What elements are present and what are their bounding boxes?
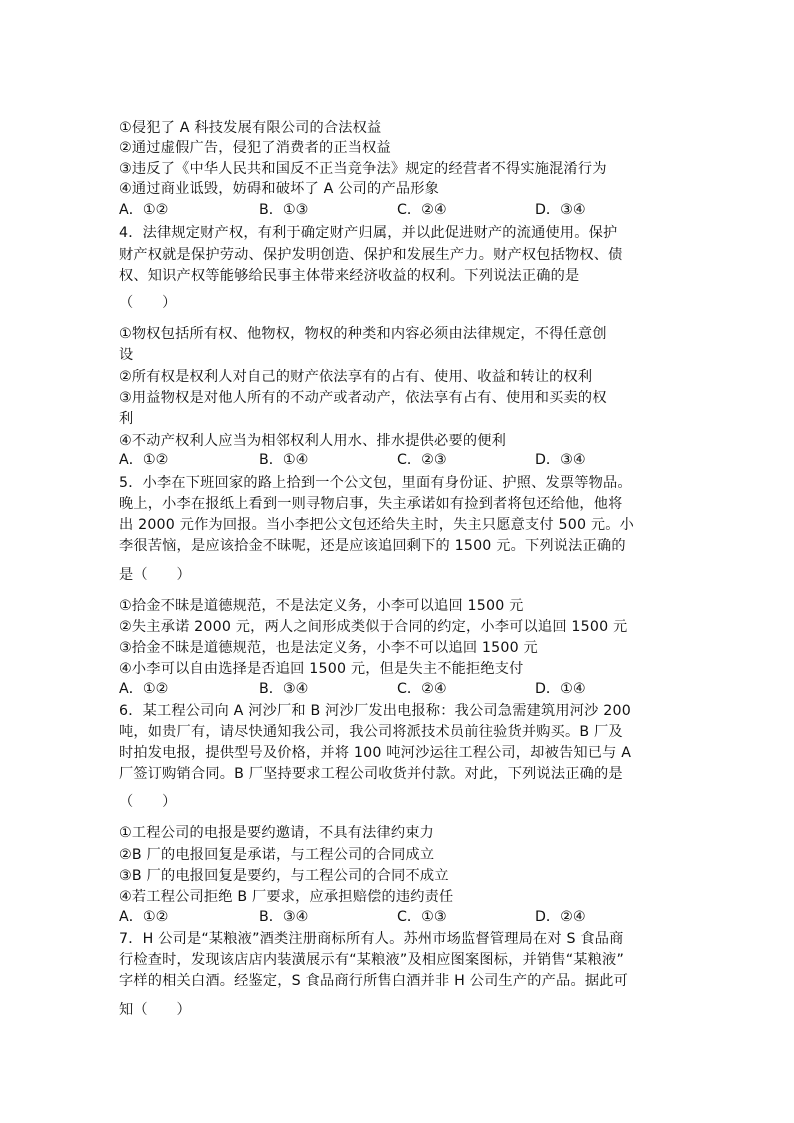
q3-statement-4: ④通过商业诋毁，妨碍和破坏了 A 公司的产品形象 — [119, 181, 439, 197]
q6-statement-1: ①工程公司的电报是要约邀请，不具有法律约束力 — [119, 825, 435, 841]
q6-statement-3: ③B 厂的电报回复是要约，与工程公司的合同不成立 — [119, 868, 449, 884]
q3-option-b: B．①③ — [259, 202, 309, 218]
q7-stem-line-2: 行检查时，发现该店店内装潢展示有“某粮液”及相应图案图标，并销售“某粮液” — [119, 952, 624, 968]
q5-statement-1: ①拾金不昧是道德规范，不是法定义务，小李可以追回 1500 元 — [119, 598, 524, 614]
q4-stem-line-2: 财产权就是保护劳动、保护发明创造、保护和发展生产力。财产权包括物权、债 — [119, 247, 623, 263]
q6-stem-line-1: 6．某工程公司向 A 河沙厂和 B 河沙厂发出电报称：我公司急需建筑用河沙 200 — [119, 703, 631, 719]
q4-statement-3a: ③用益物权是对他人所有的不动产或者动产，依法享有占有、使用和买卖的权 — [119, 390, 607, 406]
q4-stem-line-1: 4．法律规定财产权，有利于确定财产归属，并以此促进财产的流通使用。保护 — [119, 225, 618, 241]
q4-statement-1a: ①物权包括所有权、他物权，物权的种类和内容必须由法律规定，不得任意创 — [119, 326, 607, 342]
q6-stem-line-2: 吨，如贵厂有，请尽快通知我公司，我公司将派技术员前往验货并购买。B 厂及 — [119, 724, 623, 740]
q4-option-d: D．③④ — [535, 452, 586, 468]
q5-statement-4: ④小李可以自由选择是否追回 1500 元，但是失主不能拒绝支付 — [119, 661, 524, 677]
q5-stem-line-4: 李很苦恼，是应该拾金不昧呢，还是应该追回剩下的 1500 元。下列说法正确的 — [119, 538, 626, 554]
q6-stem-line-3: 时拍发电报，提供型号及价格，并将 100 吨河沙运往工程公司，却被告知已与 A — [119, 745, 632, 761]
q5-stem-line-5: 是（ ） — [119, 567, 191, 583]
q7-stem-line-3: 字样的相关白酒。经鉴定，S 食品商行所售白酒并非 H 公司生产的产品。据此可 — [119, 973, 628, 989]
q6-statement-4: ④若工程公司拒绝 B 厂要求，应承担赔偿的违约责任 — [119, 889, 454, 905]
q5-statement-3: ③拾金不昧是道德规范，也是法定义务，小李不可以追回 1500 元 — [119, 640, 538, 656]
q5-stem-line-1: 5．小李在下班回家的路上拾到一个公文包，里面有身份证、护照、发票等物品。 — [119, 475, 632, 491]
q4-answer-paren: （ ） — [119, 295, 177, 311]
q5-option-d: D．①④ — [535, 681, 586, 697]
q6-option-a: A．①② — [119, 909, 169, 925]
q5-option-b: B．③④ — [259, 681, 309, 697]
q6-option-b: B．③④ — [259, 909, 309, 925]
q4-stem-line-3: 权、知识产权等能够给民事主体带来经济收益的权利。下列说法正确的是 — [119, 268, 580, 284]
q4-option-a: A．①② — [119, 452, 169, 468]
q5-option-c: C．②④ — [397, 681, 447, 697]
q3-statement-1: ①侵犯了 A 科技发展有限公司的合法权益 — [119, 120, 382, 136]
q7-stem-line-1: 7．H 公司是“某粮液”酒类注册商标所有人。苏州市场监督管理局在对 S 食品商 — [119, 931, 624, 947]
q3-statement-3: ③违反了《中华人民共和国反不正当竞争法》规定的经营者不得实施混淆行为 — [119, 161, 607, 177]
q5-stem-line-2: 晚上，小李在报纸上看到一则寻物启事，失主承诺如有捡到者将包还给他，他将 — [119, 496, 623, 512]
q6-option-d: D．②④ — [535, 909, 586, 925]
q5-statement-2: ②失主承诺 2000 元，两人之间形成类似于合同的约定，小李可以追回 1500 元 — [119, 619, 628, 635]
q4-statement-3b: 利 — [119, 411, 134, 427]
q3-option-a: A．①② — [119, 202, 169, 218]
q3-option-d: D．③④ — [535, 202, 586, 218]
q3-statement-2: ②通过虚假广告，侵犯了消费者的正当权益 — [119, 140, 391, 156]
q6-stem-line-4: 厂签订购销合同。B 厂坚持要求工程公司收货并付款。对此，下列说法正确的是 — [119, 766, 623, 782]
q6-statement-2: ②B 厂的电报回复是承诺，与工程公司的合同成立 — [119, 847, 435, 863]
q6-answer-paren: （ ） — [119, 794, 177, 810]
q3-option-c: C．②④ — [397, 202, 447, 218]
q5-stem-line-3: 出 2000 元作为回报。当小李把公文包还给失主时，失主只愿意支付 500 元。小 — [119, 517, 635, 533]
q7-stem-line-4: 知（ ） — [119, 1002, 191, 1018]
q4-option-b: B．①④ — [259, 452, 309, 468]
q6-option-c: C．①③ — [397, 909, 447, 925]
q5-option-a: A．①② — [119, 681, 169, 697]
q4-statement-1b: 设 — [119, 347, 134, 363]
q4-statement-2: ②所有权是权利人对自己的财产依法享有的占有、使用、收益和转让的权利 — [119, 369, 593, 385]
q4-statement-4: ④不动产权利人应当为相邻权利人用水、排水提供必要的便利 — [119, 433, 506, 449]
q4-option-c: C．②③ — [397, 452, 447, 468]
